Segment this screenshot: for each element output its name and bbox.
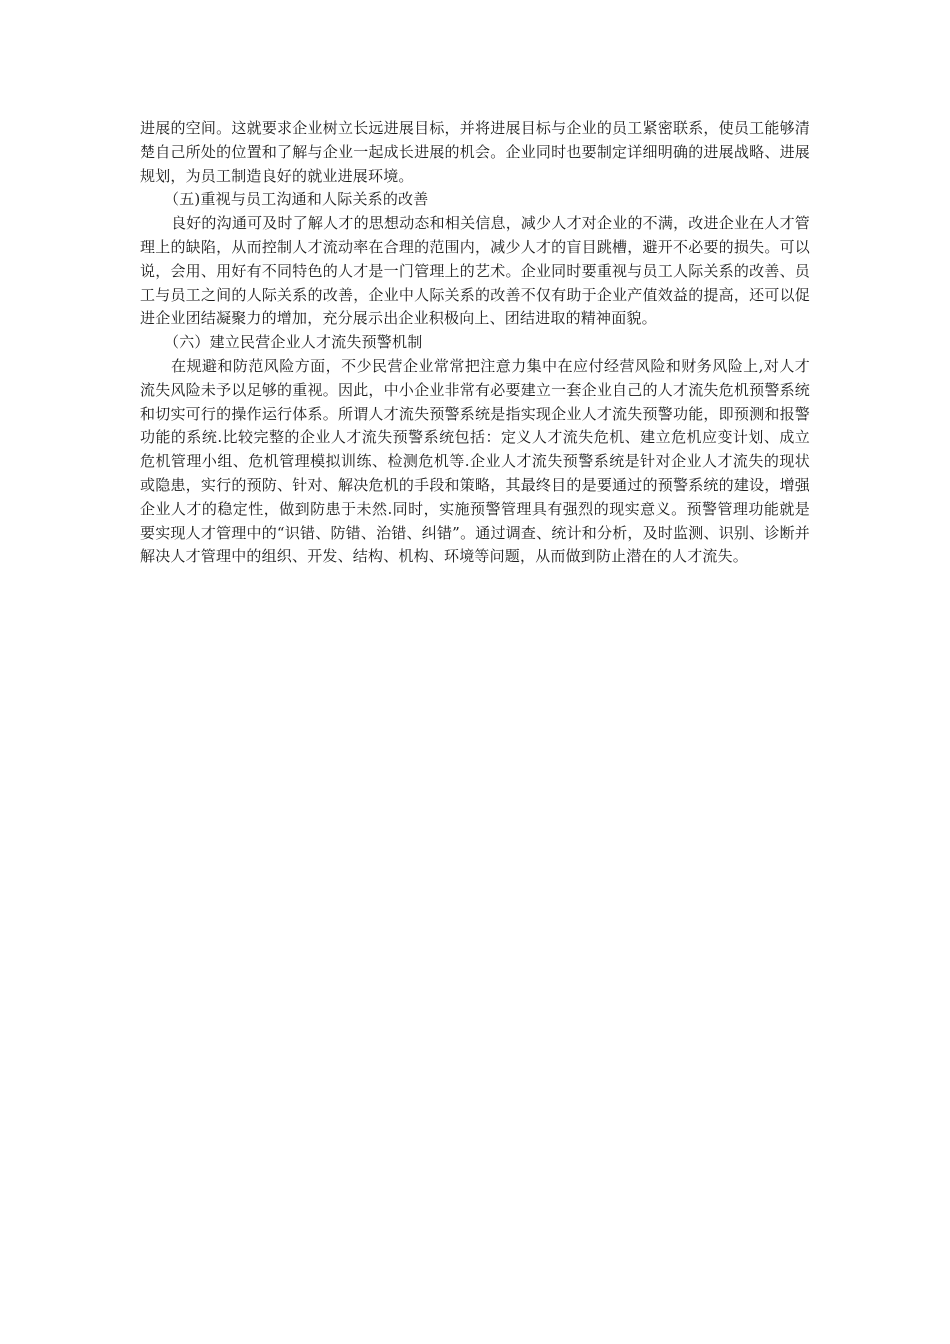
paragraph-communication: 良好的沟通可及时了解人才的思想动态和相关信息，减少人才对企业的不满，改进企业在人才管理上的缺陷，从而控制人才流动率在合理的范围内，减少人才的盲目跳槽，避开不必要的损失。可以说，会用、用好有不同特色的人才是一门管理上的艺术。企业同时要重视与员工人际关系的改善、员工与员工之间的人际关系的改善，企业中人际关系的改善不仅有助于企业产值效益的提高，还可以促进企业团结凝聚力的增加，充分展示出企业积极向上、团结进取的精神面貌。: [140, 214, 810, 328]
section-heading-5: （五)重视与员工沟通和人际关系的改善: [164, 190, 429, 209]
paragraph-continuation: 进展的空间。这就要求企业树立长远进展目标，并将进展目标与企业的员工紧密联系，使员工能够清楚自己所处的位置和了解与企业一起成长进展的机会。企业同时也要制定详细明确的进展战略、进展规划，为员工制造良好的就业进展环境。: [140, 119, 810, 185]
section-heading-6: （六）建立民营企业人才流失预警机制: [164, 333, 423, 352]
document-page: [140, 117, 810, 569]
paragraph-warning-mechanism: 在规避和防范风险方面，不少民营企业常常把注意力集中在应付经营风险和财务风险上,对人才流失风险未予以足够的重视。因此，中小企业非常有必要建立一套企业自己的人才流失危机预警系统和切实可行的操作运行体系。所谓人才流失预警系统是指实现企业人才流失预警功能，即预测和报警功能的系统.比较完整的企业人才流失预警系统包括：定义人才流失危机、建立危机应变计划、成立危机管理小组、危机管理模拟训练、检测危机等.企业人才流失预警系统是针对企业人才流失的现状或隐患，实行的预防、针对、解决危机的手段和策略，其最终目的是要通过的预警系统的建设，增强企业人才的稳定性，做到防患于未然.同时，实施预警管理具有强烈的现实意义。预警管理功能就是要实现人才管理中的“识错、防错、治错、纠错”。通过调查、统计和分析，及时监测、识别、诊断并解决人才管理中的组织、开发、结构、机构、环境等问题，从而做到防止潜在的人才流失。: [140, 356, 810, 566]
